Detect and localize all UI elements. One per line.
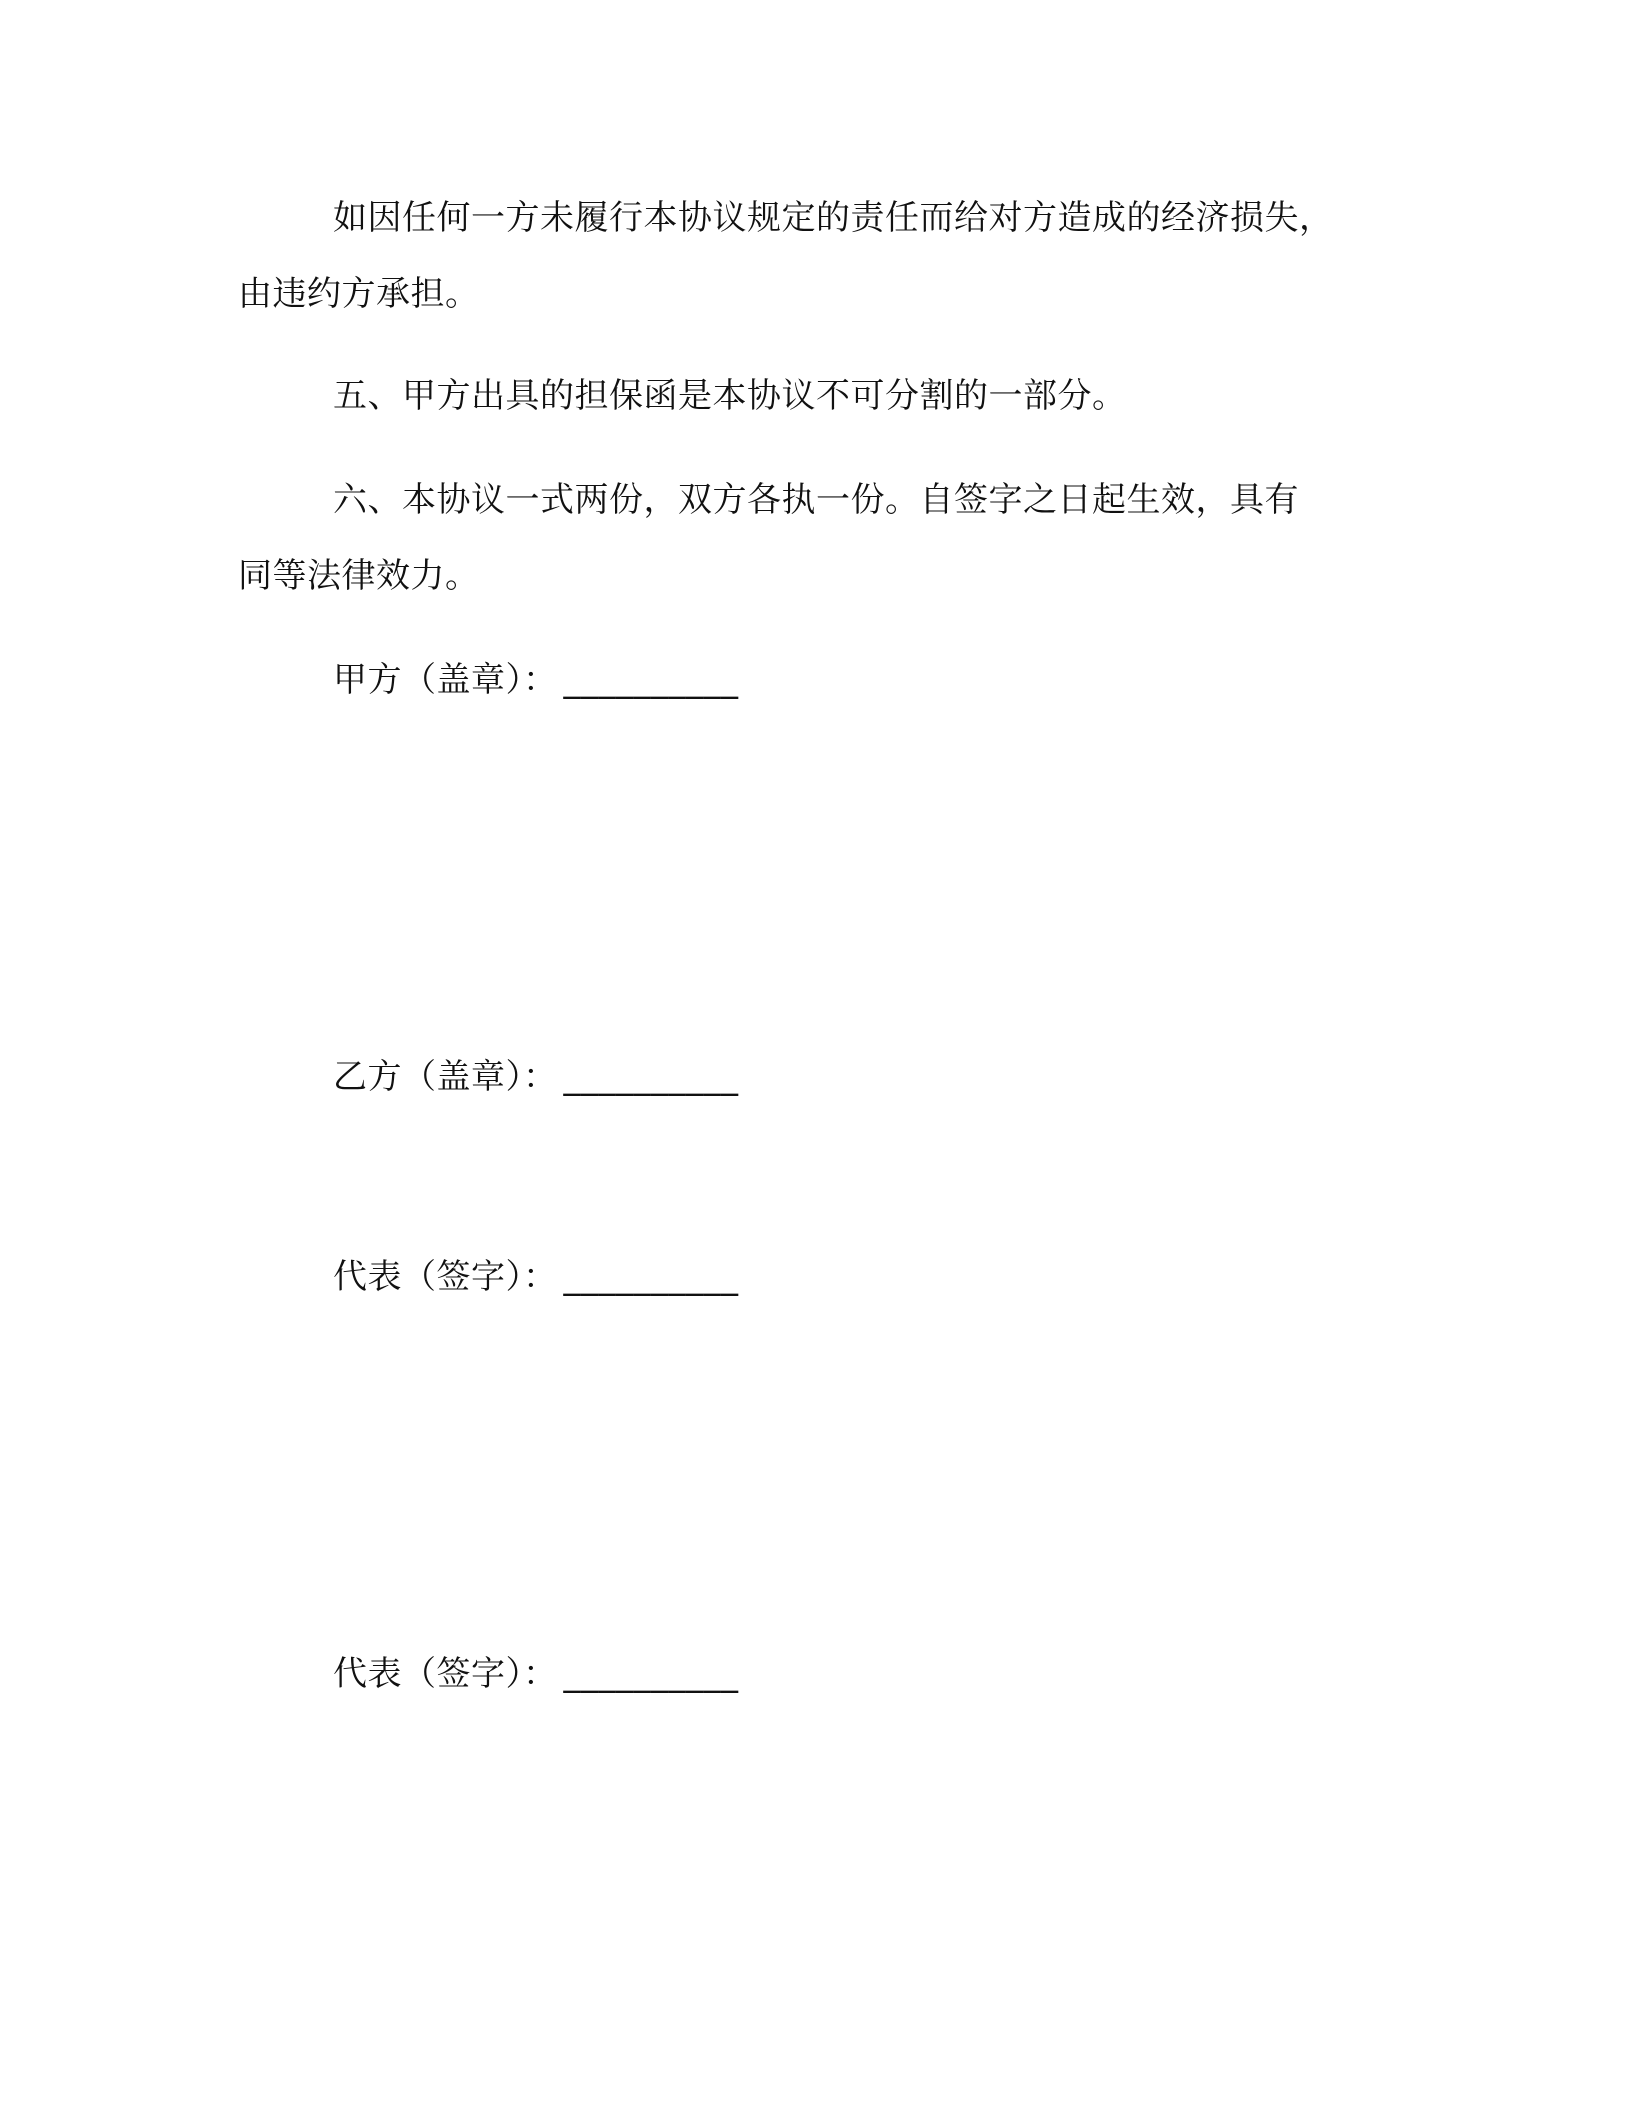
signature-party-a-label: 甲方（盖章）： [333,660,558,700]
clause-liability-line1: 如因任何一方未履行本协议规定的责任而给对方造成的经济损失， [333,198,1334,238]
signature-representative-a [333,1253,739,1301]
clause-five-line1: 五、甲方出具的担保函是本协议不可分割的一部分。 [333,376,1127,416]
clause-six-line1: 六、本协议一式两份，双方各执一份。自签字之日起生效，具有 [333,480,1299,520]
signature-representative-a-blank: __________ [563,1257,739,1297]
signature-party-a-blank: __________ [563,660,739,700]
signature-party-b-label: 乙方（盖章）： [333,1057,558,1097]
signature-representative-a-label: 代表（签字）： [333,1257,558,1297]
clause-six-line2: 同等法律效力。 [238,556,480,596]
signature-party-a [333,656,739,704]
clause-liability [238,180,1398,332]
signature-party-b [333,1053,739,1101]
signature-representative-b-label: 代表（签字）： [333,1654,558,1694]
signature-representative-b-blank: __________ [563,1654,739,1694]
clause-five [238,358,1398,434]
clause-six [238,462,1398,614]
signature-party-b-blank: __________ [563,1057,739,1097]
clause-liability-line2: 由违约方承担。 [238,274,480,314]
signature-representative-b [333,1650,739,1698]
